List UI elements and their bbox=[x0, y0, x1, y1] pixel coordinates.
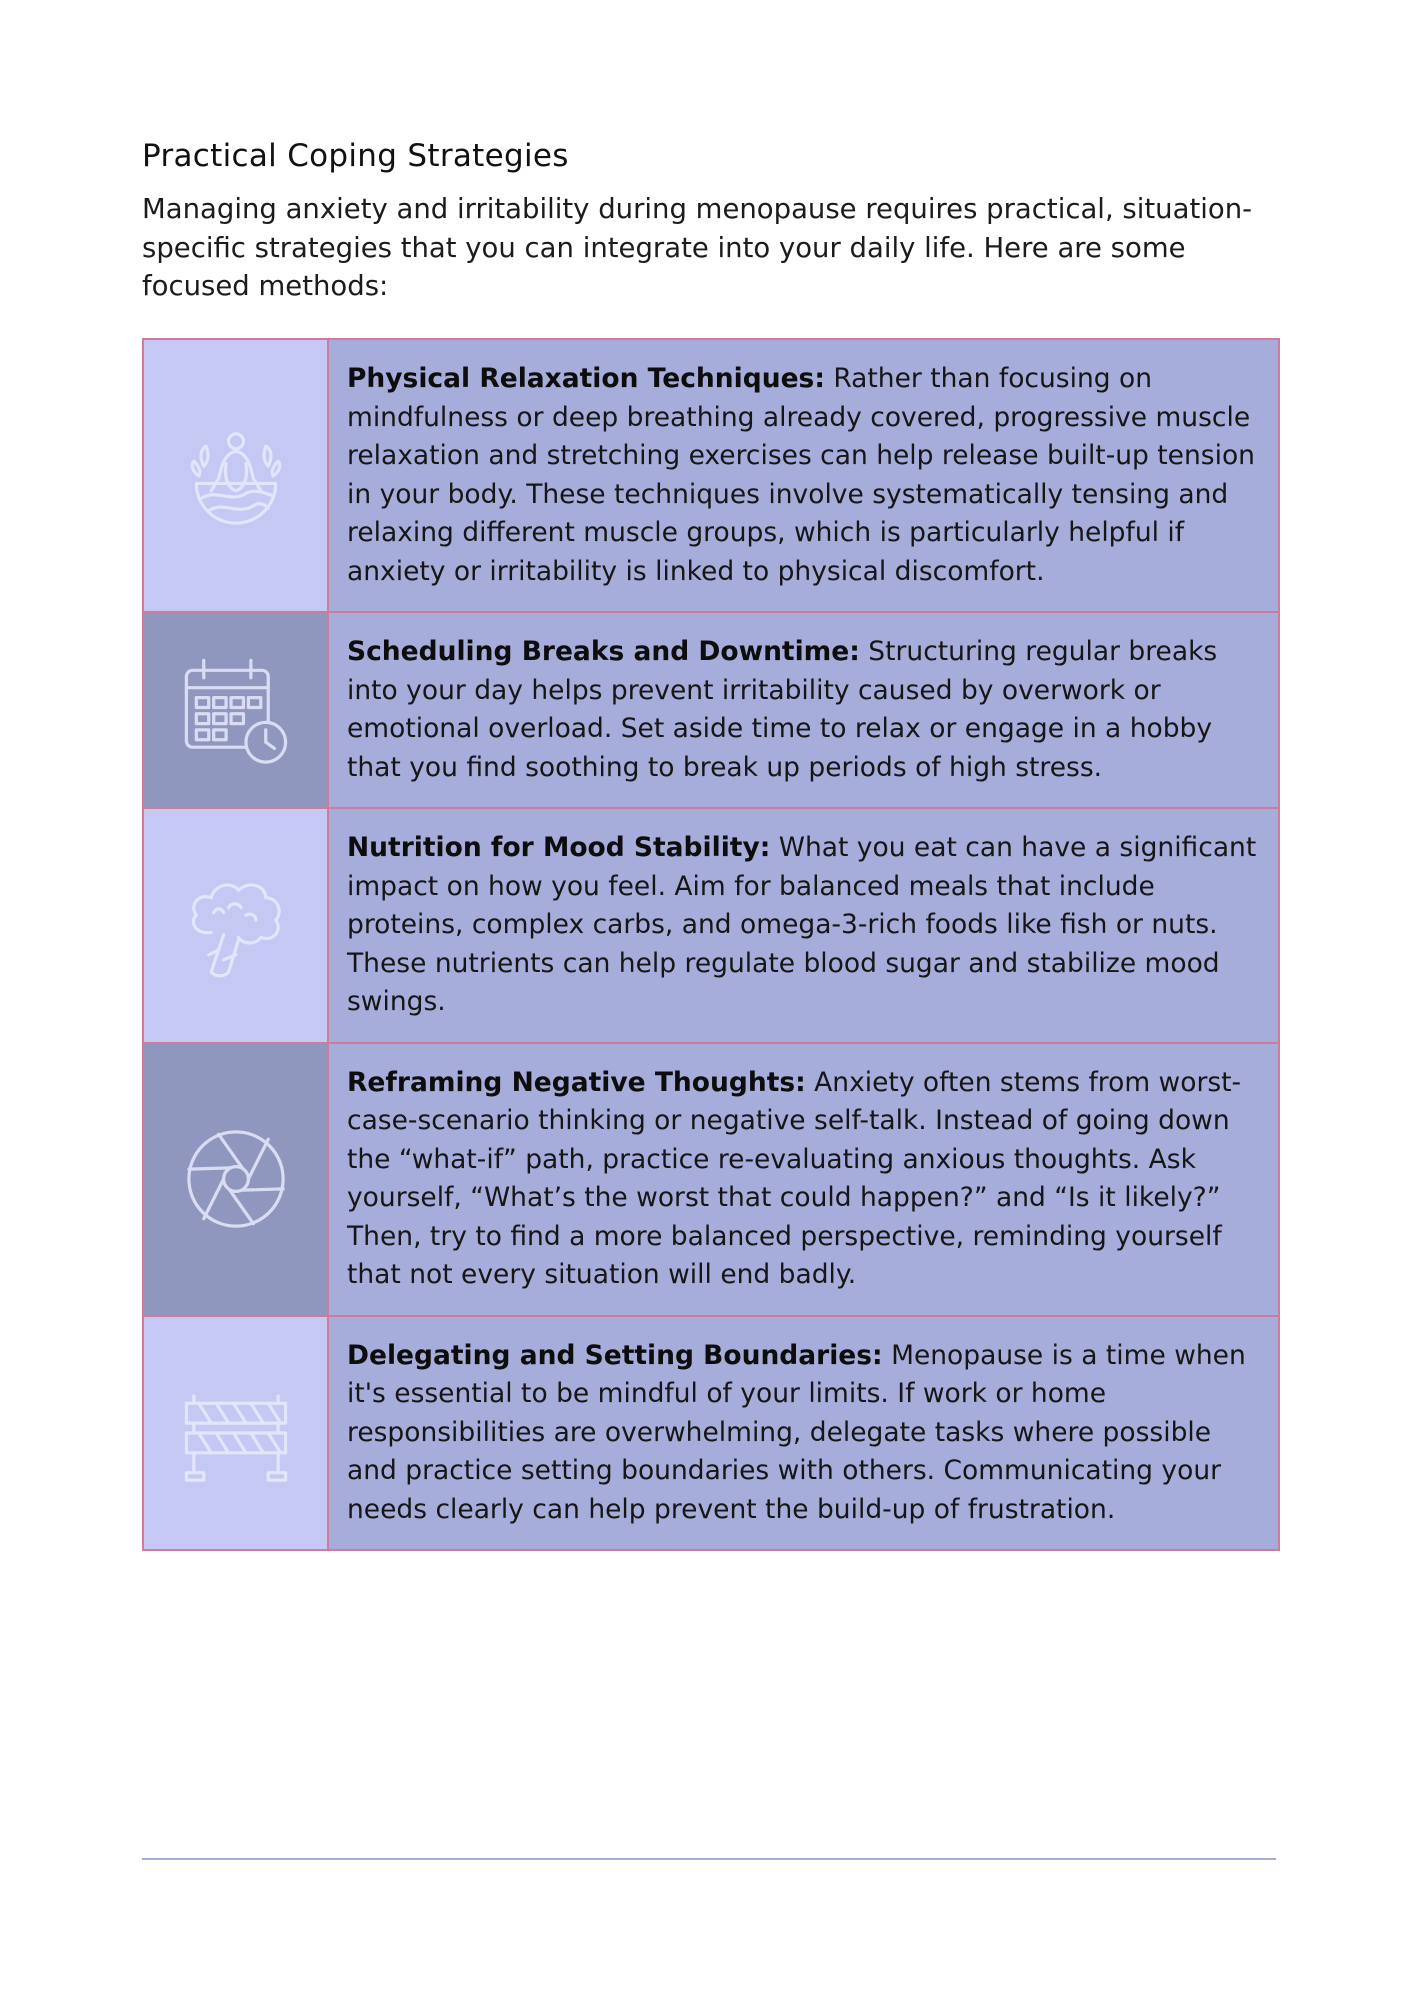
strategy-description: What you eat can have a significant impact on how you feel. Aim for balanced meals that include proteins, complex carbs, and omega-3-rich foods like fish or nuts. These nutrients can help regulate blood sugar and stabilize mood swings. bbox=[347, 832, 1257, 1017]
strategy-row bbox=[144, 1317, 1278, 1552]
icon-cell bbox=[144, 340, 329, 611]
strategy-text bbox=[329, 613, 1278, 807]
strategy-heading: Scheduling Breaks and Downtime: bbox=[347, 636, 860, 667]
strategy-heading: Physical Relaxation Techniques: bbox=[347, 363, 825, 394]
strategy-description: Structuring regular breaks into your day helps prevent irritability caused by overwork or emotional overload. Set aside time to relax or engage in a hobby that you find soothing to break up periods of high stress. bbox=[347, 636, 1218, 783]
strategy-description: Rather than focusing on mindfulness or deep breathing already covered, progressive muscle relaxation and stretching exercises can help release built-up tension in your body. These techniques involve systematically tensing and relaxing different muscle groups, which is particularly helpful if anxiety or irritability is linked to physical discomfort. bbox=[347, 363, 1255, 587]
strategy-row bbox=[144, 340, 1278, 613]
strategy-description: Menopause is a time when it's essential to be mindful of your limits. If work or home responsibilities are overwhelming, delegate tasks where possible and practice setting boundaries with others. Communicating your needs clearly can help prevent the build-up of frustration. bbox=[347, 1339, 1246, 1525]
strategies-table bbox=[142, 338, 1280, 1551]
icon-cell bbox=[144, 613, 329, 807]
footer-divider bbox=[142, 1858, 1276, 1860]
strategy-heading: Delegating and Setting Boundaries: bbox=[347, 1339, 883, 1371]
strategy-text bbox=[329, 1044, 1278, 1315]
strategy-heading: Nutrition for Mood Stability: bbox=[347, 832, 771, 863]
strategy-text bbox=[329, 340, 1278, 611]
aperture-icon bbox=[174, 1117, 298, 1241]
strategy-text bbox=[329, 809, 1278, 1042]
broccoli-icon bbox=[174, 863, 298, 987]
strategy-text bbox=[329, 1317, 1278, 1550]
icon-cell bbox=[144, 809, 329, 1042]
strategy-description: Anxiety often stems from worst-case-scenario thinking or negative self-talk. Instead of going down the “what-if” path, practice re-evaluating anxious thoughts. Ask yourself, “What’s the worst that could happen?” and “Is it likely?” Then, try to find a more balanced perspective, reminding yourself that not every situation will end badly. bbox=[347, 1066, 1242, 1290]
icon-cell bbox=[144, 1044, 329, 1315]
strategy-row bbox=[144, 1044, 1278, 1317]
barrier-icon bbox=[174, 1371, 298, 1495]
icon-cell bbox=[144, 1317, 329, 1550]
calendar-clock-icon bbox=[174, 648, 298, 772]
strategy-row bbox=[144, 613, 1278, 809]
strategy-heading: Reframing Negative Thoughts: bbox=[347, 1066, 806, 1098]
intro-paragraph: Managing anxiety and irritability during menopause requires practical, situation-specific strategies that you can integrate into your daily life. Here are some focused methods: bbox=[142, 193, 1253, 302]
meditation-icon bbox=[174, 414, 298, 538]
page-title: Practical Coping Strategies bbox=[142, 138, 569, 174]
strategy-row bbox=[144, 809, 1278, 1044]
